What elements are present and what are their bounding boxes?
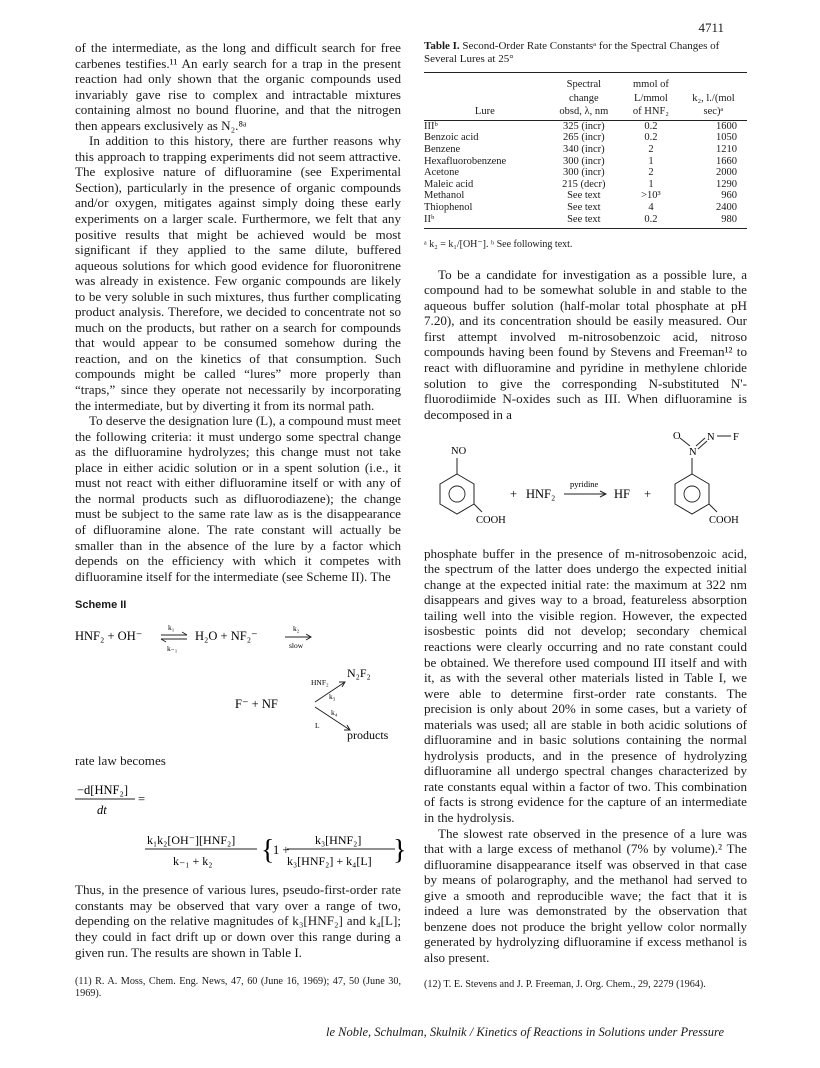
svg-text:NO: NO [451, 446, 467, 458]
svg-text:+: + [510, 487, 518, 502]
paragraph: The slowest rate observed in the presence of a lure was that with a large excess of methanol (7% by volume).² The difluoramine disappearance itself was observed in that case by means of polarography, and the methanol had served to give a smooth and reproducible wave; the fact that it is indeed a lure was demonstrated by the observation that benzene does not produce the bright yellow color normally generated by hydrolyzing difluoramine if excess methanol is also present. [424, 825, 747, 965]
table-title: Second-Order Rate Constantsᵃ for the Spectral Changes of Several Lures at 25° [424, 40, 720, 65]
running-footer: le Noble, Schulman, Skulnik / Kinetics of Reactions in Solutions under Pressure [326, 1025, 724, 1039]
benzene-ring-icon [440, 474, 474, 514]
scheme-title: Scheme II [75, 599, 127, 612]
paragraph: In addition to this history, there are further reasons why this approach to trapping experiments did not seem attractive. The explosive nature of difluoramine (see Experimental Section), particularly in the presence of organic compounds and/or oxygen, mitigates against simply doing these early experiments on a larger scale. Furthermore, we felt that any positive results that might be achieved would be most significant if they applied to the same dilute, buffered aqueous solutions for which good evidence for fluoronitrene was already in existence. Few organic compounds are likely to be very soluble in such mixtures, thus further complicating product analysis. Therefore, we decided to concentrate not so much on the products, but rather on a search for compounds that would appear to be consumed somehow during the reaction, and on the kinetics of that consumption. Such compounds might be called “lures” more properly than “traps,” since they operate not necessarily by incorporating the intermediate, but by diverting it from its normal path. [75, 133, 401, 413]
table-row: IIᵇ See text 0.2 980 [424, 214, 747, 229]
paragraph: To deserve the designation lure (L), a compound must meet the following criteria: it must undergo some spectral change as the difluoramine hydrolyzes; this change must not take place in either acidic solution or in a spent solution (i.e., it must not react with either difluoramine itself or with any of the normal products such as difluorodiazene); the change must be subject to the same rate law as is the disappearance of difluoramine alone. The rate constant will actually be smaller than in the absence of the lure by a factor which depends on the efficiency with which it competes with difluoramine itself for the intermediate (see Scheme II). The [75, 413, 401, 584]
left-column [75, 40, 407, 1000]
scheme-products: products [347, 727, 389, 742]
svg-text:N: N [707, 432, 715, 444]
svg-text:HF: HF [614, 487, 630, 502]
svg-text:HNF₂: HNF₂ [526, 487, 556, 502]
benzene-ring-icon [675, 474, 709, 514]
table-row: Acetone 300 (incr) 2 2000 [424, 167, 737, 179]
paragraph: Thus, in the presence of various lures, pseudo-first-order rate constants may be observed that vary over a range of two, depending on the relative magnitudes of k₃[HNF₂] and k₄[L]; they could in fact drift up or down over this range during a given run. The results are shown in Table I. [75, 882, 401, 960]
scheme-intermediates: H₂O + NF₂⁻ [195, 628, 258, 643]
paragraph: phosphate buffer in the presence of m-nitrosobenzoic acid, the spectrum of the latter does undergo the expected initial change at the expected initial rate: the maximum at 322 nm disappears and gives way to a broad, featureless absorption tailing well into the visible region. However, the expected isosbestic points did not develop; secondary chemical reactions were clearly occurring and no rate constant could be obtained. We therefore used compound III itself and with it, as with the several other materials listed in Table I, we were able to determine first-order rate constants. The precision is only about 20% in some cases, but a variety of materials was used; all are stable in both acidic solutions of difluoramine and in basic solutions containing the normal hydrolysis products, and in the presence of hydrolyzing difluoramine all undergo spectral changes characterized by rate constants equal within a factor of two. This combination of facts is strong evidence for the capture of an intermediate in the hydrolysis. [424, 545, 747, 825]
svg-text:=: = [138, 791, 146, 806]
table-row: Methanol See text >10³ 960 [424, 190, 737, 202]
scheme-ii-diagram [75, 622, 401, 742]
svg-text:k₃[HNF₂] + k₄[L]: k₃[HNF₂] + k₄[L] [287, 853, 372, 868]
table-row: Hexafluorobenzene 300 (incr) 1 1660 [424, 155, 737, 167]
scheme-reactants: HNF₂ + OH⁻ [75, 628, 143, 643]
nitroso-reaction-diagram [424, 422, 747, 542]
svg-text:k₃[HNF₂]: k₃[HNF₂] [315, 832, 362, 847]
svg-text:k₋₁ + k₂: k₋₁ + k₂ [173, 853, 213, 868]
scheme-k3: k₃ [329, 691, 336, 701]
svg-text:dt: dt [97, 802, 107, 817]
svg-text:O: O [673, 431, 681, 443]
table-row: Thiophenol See text 4 2400 [424, 201, 737, 213]
scheme-k2: k₂ [293, 623, 300, 633]
rate-constants-table: Spectral mmol of change L/mmol k₂, l./(mol Lure obsd, λ, nm of HNF₂ sec)ᵃ IIIᵇ 325 (incr) 0.2 1600 Benzoic acid 265 (incr) 0.2 1050 Benzene 340 (incr) 2 1210 Hexafluorobenzene 300 (incr) 1 1660 Acetone 300 (incr) 2 2000 Maleic acid 215 (decr) 1 1290 Methanol See text >10³ 960 Thiophenol See text 4 2400 IIᵇ See text 0.2 980 [424, 72, 747, 229]
col-header-lure: Lure [424, 106, 546, 120]
svg-text:k₁k₂[OH⁻][HNF₂]: k₁k₂[OH⁻][HNF₂] [147, 832, 236, 847]
table-row: Benzene 340 (incr) 2 1210 [424, 143, 737, 155]
table-label: Table I. [424, 40, 460, 52]
svg-text:{: { [261, 834, 275, 866]
table-caption [424, 40, 747, 66]
table-row: IIIᵇ 325 (incr) 0.2 1600 [424, 120, 737, 132]
table-row: Maleic acid 215 (decr) 1 1290 [424, 178, 737, 190]
page-number: 4711 [698, 20, 724, 35]
scheme-fluoronitrene: F⁻ + NF [235, 696, 278, 711]
col-header-spectral: Spectral [546, 73, 622, 93]
scheme-hnf2: HNF₂ [311, 677, 329, 687]
reference-12: (12) T. E. Stevens and J. P. Freeman, J. Org. Chem., 29, 2279 (1964). [424, 979, 706, 991]
svg-text:COOH: COOH [476, 515, 506, 527]
svg-text:1 +: 1 + [273, 842, 290, 857]
scheme-lure: L [315, 720, 320, 730]
scheme-k-1: k₋₁ [167, 643, 178, 653]
paragraph: rate law becomes [75, 753, 166, 769]
reference-11: (11) R. A. Moss, Chem. Eng. News, 47, 60 (June 16, 1969); 47, 50 (June 30, 1969). [75, 976, 401, 1000]
scheme-slow: slow [289, 640, 304, 650]
rate-law-equation [75, 769, 407, 873]
table-footnote: ᵃ k₂ = k₁/[OH⁻]. ᵇ See following text. [424, 239, 573, 251]
svg-text:COOH: COOH [709, 515, 739, 527]
svg-text:}: } [393, 834, 407, 866]
col-header-k: k₂, l./(mol [692, 92, 735, 104]
scheme-k4: k₄ [331, 707, 338, 717]
svg-text:−d[HNF₂]: −d[HNF₂] [77, 782, 128, 797]
scheme-k1: k₁ [168, 622, 175, 632]
svg-text:F: F [733, 432, 739, 444]
table-row: Benzoic acid 265 (incr) 0.2 1050 [424, 132, 737, 144]
scheme-n2f2: N₂F₂ [347, 665, 371, 680]
svg-text:N: N [689, 447, 697, 459]
col-header-mmol: mmol of [622, 73, 680, 93]
svg-text:pyridine: pyridine [570, 479, 599, 490]
right-column [424, 40, 747, 991]
svg-text:+: + [644, 487, 652, 502]
paragraph: To be a candidate for investigation as a possible lure, a compound had to be somewhat soluble in and stable to the aqueous buffer solution (half-molar total phosphate at pH 7.20), and its concentration should be easily measured. Our first attempt involved m-nitrosobenzoic acid, nitroso compounds having been found by Stevens and Freeman¹² to react with difluoramine and pyridine in methylene chloride solution to give the corresponding N-substituted N'-fluorodiimide N-oxides such as III. When difluoramine is decomposed in a [424, 266, 747, 422]
paragraph: of the intermediate, as the long and difficult search for free carbenes testifies.¹¹ An early search for a trap in the present reaction had only shown that the organic compounds used invariably gave rise to complex and intractable mixtures containing almost no bound fluorine, and that the nitrogen then appears exclusively as N₂.⁸ᵃ [75, 40, 401, 133]
